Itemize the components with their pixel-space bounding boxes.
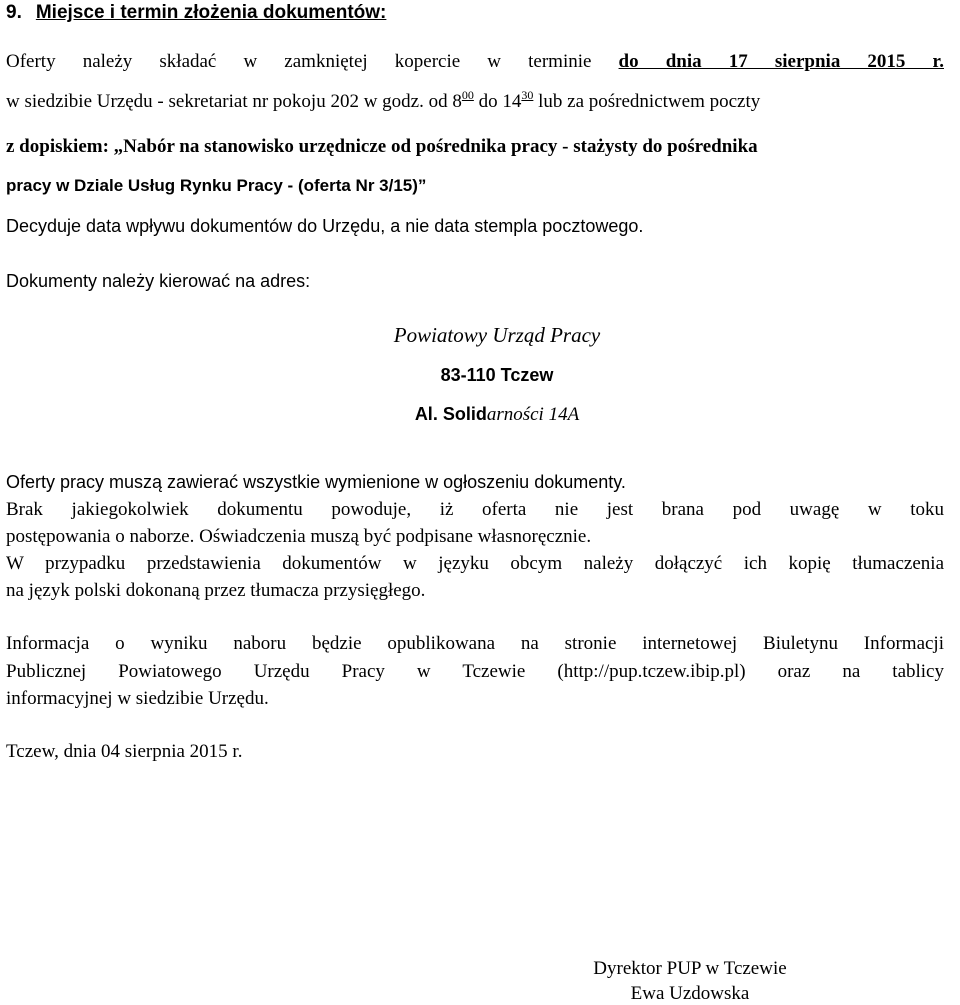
signature-block	[560, 958, 820, 1005]
section-title: Miejsce i termin złożenia dokumentów:	[35, 2, 387, 23]
signature-name: Ewa Uzdowska	[630, 983, 750, 1004]
paragraph-5-line-1: Brak jakiegokolwiek dokumentu powoduje, iż oferta nie jest brana pod uwagę w toku	[6, 499, 944, 520]
p1-line2-text-a: w siedzibie Urzędu - sekretariat nr pokoju 202 w godz. od 8	[6, 91, 462, 112]
paragraph-2: Decyduje data wpływu dokumentów do Urzędu, a nie data stempla pocztowego.	[6, 216, 644, 236]
address-office-name: Powiatowy Urząd Pracy	[393, 323, 601, 347]
p1-line2-text-b: do 14	[473, 91, 522, 112]
paragraph-6-line-1: W przypadku przedstawienia dokumentów w języku obcym należy dołączyć ich kopię tłumaczenia	[6, 553, 944, 574]
address-street-a: Al. Solid	[414, 404, 487, 424]
p1-line2-text-c: lub za pośrednictwem poczty	[533, 91, 761, 112]
paragraph-6-line-2: na język polski dokonaną przez tłumacza przysięgłego.	[6, 580, 426, 601]
paragraph-1-line-4: pracy w Dziale Usług Rynku Pracy - (oferta Nr 3/15)”	[6, 176, 427, 195]
date-line: Tczew, dnia 04 sierpnia 2015 r.	[6, 741, 243, 762]
paragraph-3: Dokumenty należy kierować na adres:	[6, 271, 311, 291]
section-number: 9.	[6, 2, 22, 23]
address-city: 83-110 Tczew	[440, 365, 554, 385]
paragraph-4: Oferty pracy muszą zawierać wszystkie wymienione w ogłoszeniu dokumenty.	[6, 472, 626, 492]
paragraph-7-line-1: Informacja o wyniku naboru będzie opublikowana na stronie internetowej Biuletynu Informacji	[6, 633, 944, 654]
hour-open-minutes: 00	[461, 88, 474, 102]
section-heading	[6, 2, 386, 24]
paragraph-1-line-3: z dopiskiem: „Nabór na stanowisko urzędnicze od pośrednika pracy - stażysty do pośrednika	[6, 136, 758, 157]
address-street	[0, 404, 960, 426]
deadline-text: do dnia 17 sierpnia 2015 r.	[618, 51, 944, 72]
paragraph-5-line-2: postępowania o naborze. Oświadczenia muszą być podpisane własnoręcznie.	[6, 526, 592, 547]
paragraph-7-line-2: Publicznej Powiatowego Urzędu Pracy w Tczewie (http://pup.tczew.ibip.pl) oraz na tablicy	[6, 661, 944, 682]
hour-close-minutes: 30	[521, 88, 534, 102]
signature-title: Dyrektor PUP w Tczewie	[593, 958, 787, 979]
address-street-b: arności 14A	[486, 404, 580, 425]
paragraph-1-line-1	[6, 51, 944, 74]
paragraph-7-line-3: informacyjnej w siedzibie Urzędu.	[6, 688, 269, 709]
paragraph-1-line-2	[6, 88, 761, 113]
p1-line1-text: Oferty należy składać w zamkniętej kopercie w terminie	[6, 51, 619, 72]
